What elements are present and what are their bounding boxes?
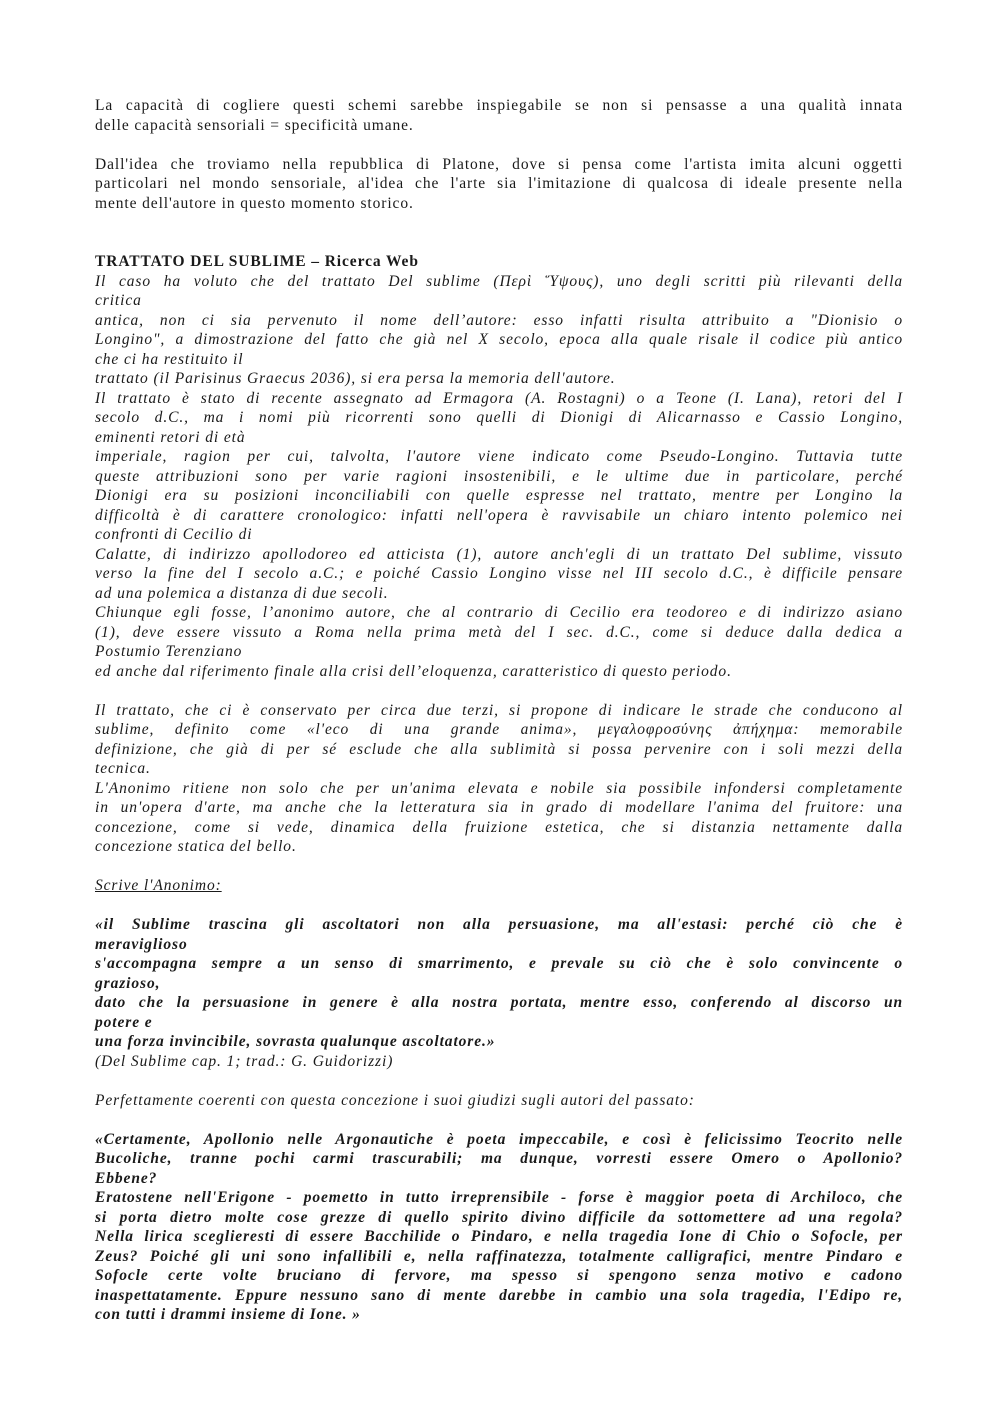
blank-line <box>95 213 903 252</box>
paragraph-1 <box>95 96 903 135</box>
text-line: «il Sublime trascina gli ascoltatori non alla persuasione, ma all'estasi: perché ciò che è <box>95 916 903 933</box>
blank-line <box>95 681 903 701</box>
text-line: particolari nel mondo sensoriale, al'idea che l'arte sia l'imitazione di qualcosa di ideale presente nella <box>95 175 903 192</box>
text-line: con tutti i drammi insieme di Ione. » <box>95 1306 361 1323</box>
text-line: tecnica. <box>95 760 151 777</box>
text-line: meraviglioso <box>95 935 188 953</box>
text-line: Calatte, di indirizzo apollodoreo ed atticista (1), autore anch'egli di un trattato Del sublime, vissuto <box>95 545 903 563</box>
text-line: La capacità di cogliere questi schemi sarebbe inspiegabile se non si pensasse a una qualità innata <box>95 97 903 114</box>
text-line: Scrive l'Anonimo: <box>95 877 222 894</box>
text-line: concezione, come si vede, dinamica della fruizione estetica, che si distanzia nettamente dalla <box>95 818 903 836</box>
document-page <box>95 96 903 1325</box>
text-line: ad una polemica a distanza di due secoli. <box>95 584 389 602</box>
text-line: Il trattato è stato di recente assegnato ad Ermagora (A. Rostagni) o a Teone (I. Lana), retori del I <box>95 389 903 407</box>
blank-line <box>95 896 903 916</box>
text-line: delle capacità sensoriali = specificità umane. <box>95 116 414 134</box>
paragraph-4 <box>95 701 903 857</box>
text-line: grazioso, <box>95 974 161 992</box>
blank-line <box>95 135 903 155</box>
text-line: si porta dietro molte cose grezze di quello spirito divino difficile da sottomettere ad una regola? <box>95 1208 903 1226</box>
text-line: Il caso ha voluto che del trattato Del sublime (Περὶ Ὕψους), uno degli scritti più rilevanti della <box>95 272 903 290</box>
text-line: difficoltà è di carattere cronologico: infatti nell'opera è ravvisabile un chiaro intento polemico nei <box>95 506 903 524</box>
text-line: mente dell'autore in questo momento storico. <box>95 194 414 212</box>
text-line: sublime, definito come «l'eco di una grande anima», μεγαλοφροσύνης ἀπήχημα: memorabile <box>95 721 903 738</box>
text-line: in un'opera d'arte, ma anche che la letteratura sia in grado di modellare l'anima del fruitore: una <box>95 799 903 816</box>
heading-text: TRATTATO DEL SUBLIME – Ricerca Web <box>95 253 419 270</box>
text-line: Chiunque egli fosse, l’anonimo autore, che al contrario di Cecilio era teodoreo e di indirizzo asiano <box>95 604 903 621</box>
text-line: Nella lirica sceglieresti di essere Bacchilide o Pindaro, e nella tragedia Ione di Chio o Sofocle, per <box>95 1228 903 1245</box>
text-line: s'accompagna sempre a un senso di smarrimento, e prevale su ciò che è solo convincente o <box>95 955 903 972</box>
text-line: definizione, che già di per sé esclude che alla sublimità si possa pervenire con i soli mezzi della <box>95 740 903 758</box>
paragraph-2 <box>95 155 903 214</box>
text-line: potere e <box>95 1013 153 1031</box>
quote-2 <box>95 1130 903 1325</box>
blank-line <box>95 1110 903 1130</box>
text-line: una forza invincibile, sovrasta qualunque ascoltatore.» <box>95 1033 496 1050</box>
text-line: critica <box>95 292 142 309</box>
text-line: inaspettatamente. Eppure nessuno sano di mente darebbe in cambio una sola tragedia, l'Edipo re, <box>95 1286 903 1304</box>
text-line: secolo d.C., ma i nomi più ricorrenti sono quelli di Dionigi di Alicarnasso e Cassio Longino, <box>95 409 903 426</box>
paragraph-3 <box>95 272 903 682</box>
paragraph-5 <box>95 1091 903 1111</box>
section-heading <box>95 252 903 272</box>
text-line: Il trattato, che ci è conservato per circa due terzi, si propone di indicare le strade che conducono al <box>95 701 903 719</box>
text-line: «Certamente, Apollonio nelle Argonautiche è poeta impeccabile, e così è felicissimo Teocrito nelle <box>95 1130 903 1148</box>
text-line: queste attribuzioni sono per varie ragioni insostenibili, e le ultime due in particolare, perché <box>95 467 903 485</box>
text-line: eminenti retori di età <box>95 428 246 446</box>
text-line: Bucoliche, tranne pochi carmi trascurabili; ma dunque, vorresti essere Omero o Apollonio? <box>95 1150 903 1167</box>
blank-line <box>95 1071 903 1091</box>
text-line: (1), deve essere vissuto a Roma nella prima metà del I sec. d.C., come si deduce dalla dedica a <box>95 623 903 641</box>
quote-1 <box>95 915 903 1052</box>
text-line: Dionigi era su posizioni inconciliabili con quelle espresse nel trattato, mentre per Longino la <box>95 487 903 504</box>
text-line: Perfettamente coerenti con questa concezione i suoi giudizi sugli autori del passato: <box>95 1091 695 1109</box>
text-line: (Del Sublime cap. 1; trad.: G. Guidorizzi) <box>95 1052 394 1070</box>
blank-line <box>95 857 903 877</box>
text-line: ed anche dal riferimento finale alla crisi dell’eloquenza, caratteristico di questo periodo. <box>95 662 732 680</box>
scrive-label <box>95 876 903 896</box>
text-line: Sofocle certe volte bruciano di fervore, ma spesso si spengono senza motivo e cadono <box>95 1267 903 1284</box>
text-line: confronti di Cecilio di <box>95 526 253 543</box>
text-line: dato che la persuasione in genere è alla nostra portata, mentre esso, conferendo al discorso un <box>95 994 903 1011</box>
citation <box>95 1052 903 1072</box>
text-line: Postumio Terenziano <box>95 643 243 660</box>
text-line: Zeus? Poiché gli uni sono infallibili e, nella raffinatezza, totalmente calligrafici, mentre Pindaro e <box>95 1247 903 1265</box>
text-line: che ci ha restituito il <box>95 350 244 368</box>
text-line: Ebbene? <box>95 1169 158 1187</box>
text-line: trattato (il Parisinus Graecus 2036), si era persa la memoria dell'autore. <box>95 370 616 387</box>
text-line: Longino", a dimostrazione del fatto che già nel X secolo, epoca alla quale risale il codice più antico <box>95 331 903 348</box>
text-line: Dall'idea che troviamo nella repubblica di Platone, dove si pensa come l'artista imita alcuni oggetti <box>95 155 903 173</box>
text-line: L'Anonimo ritiene non solo che per un'anima elevata e nobile sia possibile infondersi completamente <box>95 779 903 797</box>
text-line: antica, non ci sia pervenuto il nome dell’autore: esso infatti risulta attribuito a "Dionisio o <box>95 311 903 329</box>
text-line: Eratostene nell'Erigone - poemetto in tutto irreprensibile - forse è maggior poeta di Archiloco, che <box>95 1189 903 1206</box>
text-line: imperiale, ragion per cui, talvolta, l'autore viene indicato come Pseudo-Longino. Tuttavia tutte <box>95 448 903 465</box>
text-line: concezione statica del bello. <box>95 838 297 855</box>
text-line: verso la fine del I secolo a.C.; e poiché Cassio Longino visse nel III secolo d.C., è difficile pensare <box>95 565 903 582</box>
